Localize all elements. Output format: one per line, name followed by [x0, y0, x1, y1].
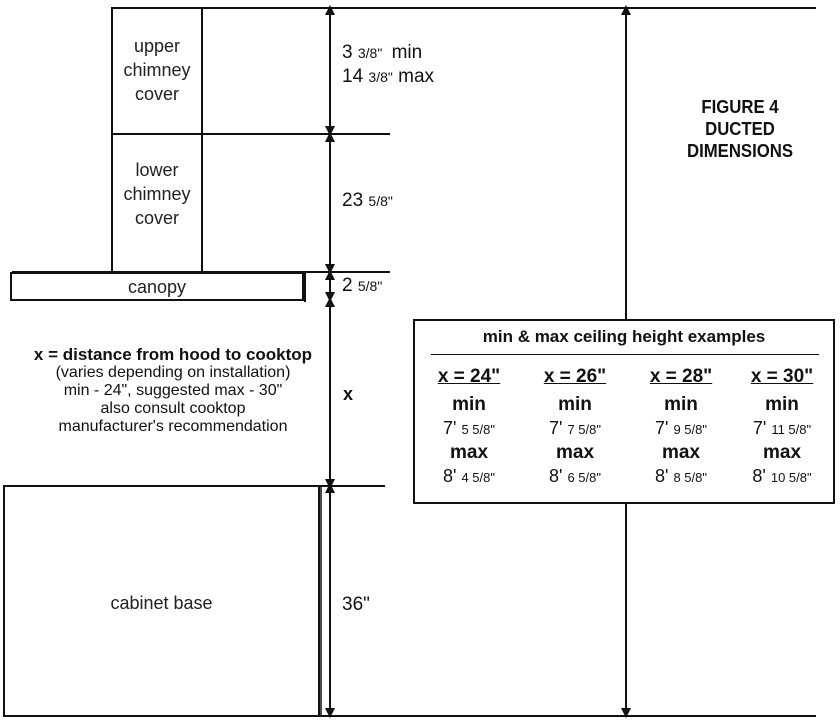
upper-chimney-label: upper chimney cover — [123, 36, 191, 104]
table-title-rule — [431, 354, 819, 355]
ceiling-height-table — [413, 319, 835, 504]
dim-canopy: 2 5/8" — [342, 275, 383, 296]
x-distance-note — [8, 346, 338, 436]
note-line: also consult cooktop — [100, 400, 246, 417]
note-line: (varies depending on installation) — [55, 364, 291, 381]
dim-cabinet: 36" — [342, 594, 370, 615]
note-title: x = distance from hood to cooktop — [33, 345, 313, 364]
table-title: min & max ceiling height examples — [482, 327, 766, 346]
note-line: min - 24", suggested max - 30" — [63, 382, 283, 399]
table-column: x = 30" min 7' 11 5/8" max 8' 10 5/8" — [750, 366, 814, 486]
cabinet-base-label: cabinet base — [110, 593, 213, 613]
table-column: x = 26" min 7' 7 5/8" max 8' 6 5/8" — [543, 366, 607, 486]
figure-title: FIGURE 4 DUCTED DIMENSIONS — [686, 97, 794, 161]
table-column: x = 24" min 7' 5 5/8" max 8' 4 5/8" — [437, 366, 501, 486]
note-line: manufacturer's recommendation — [58, 418, 288, 435]
dim-upper-min: 3 3/8" min — [342, 42, 423, 63]
dim-x-label: x — [343, 384, 354, 404]
table-column: x = 28" min 7' 9 5/8" max 8' 8 5/8" — [649, 366, 713, 486]
dim-lower: 23 5/8" — [342, 190, 393, 211]
lower-chimney-label: lower chimney cover — [123, 160, 191, 228]
canopy-label: canopy — [127, 277, 187, 297]
dim-upper-max: 14 3/8" max — [342, 66, 435, 87]
